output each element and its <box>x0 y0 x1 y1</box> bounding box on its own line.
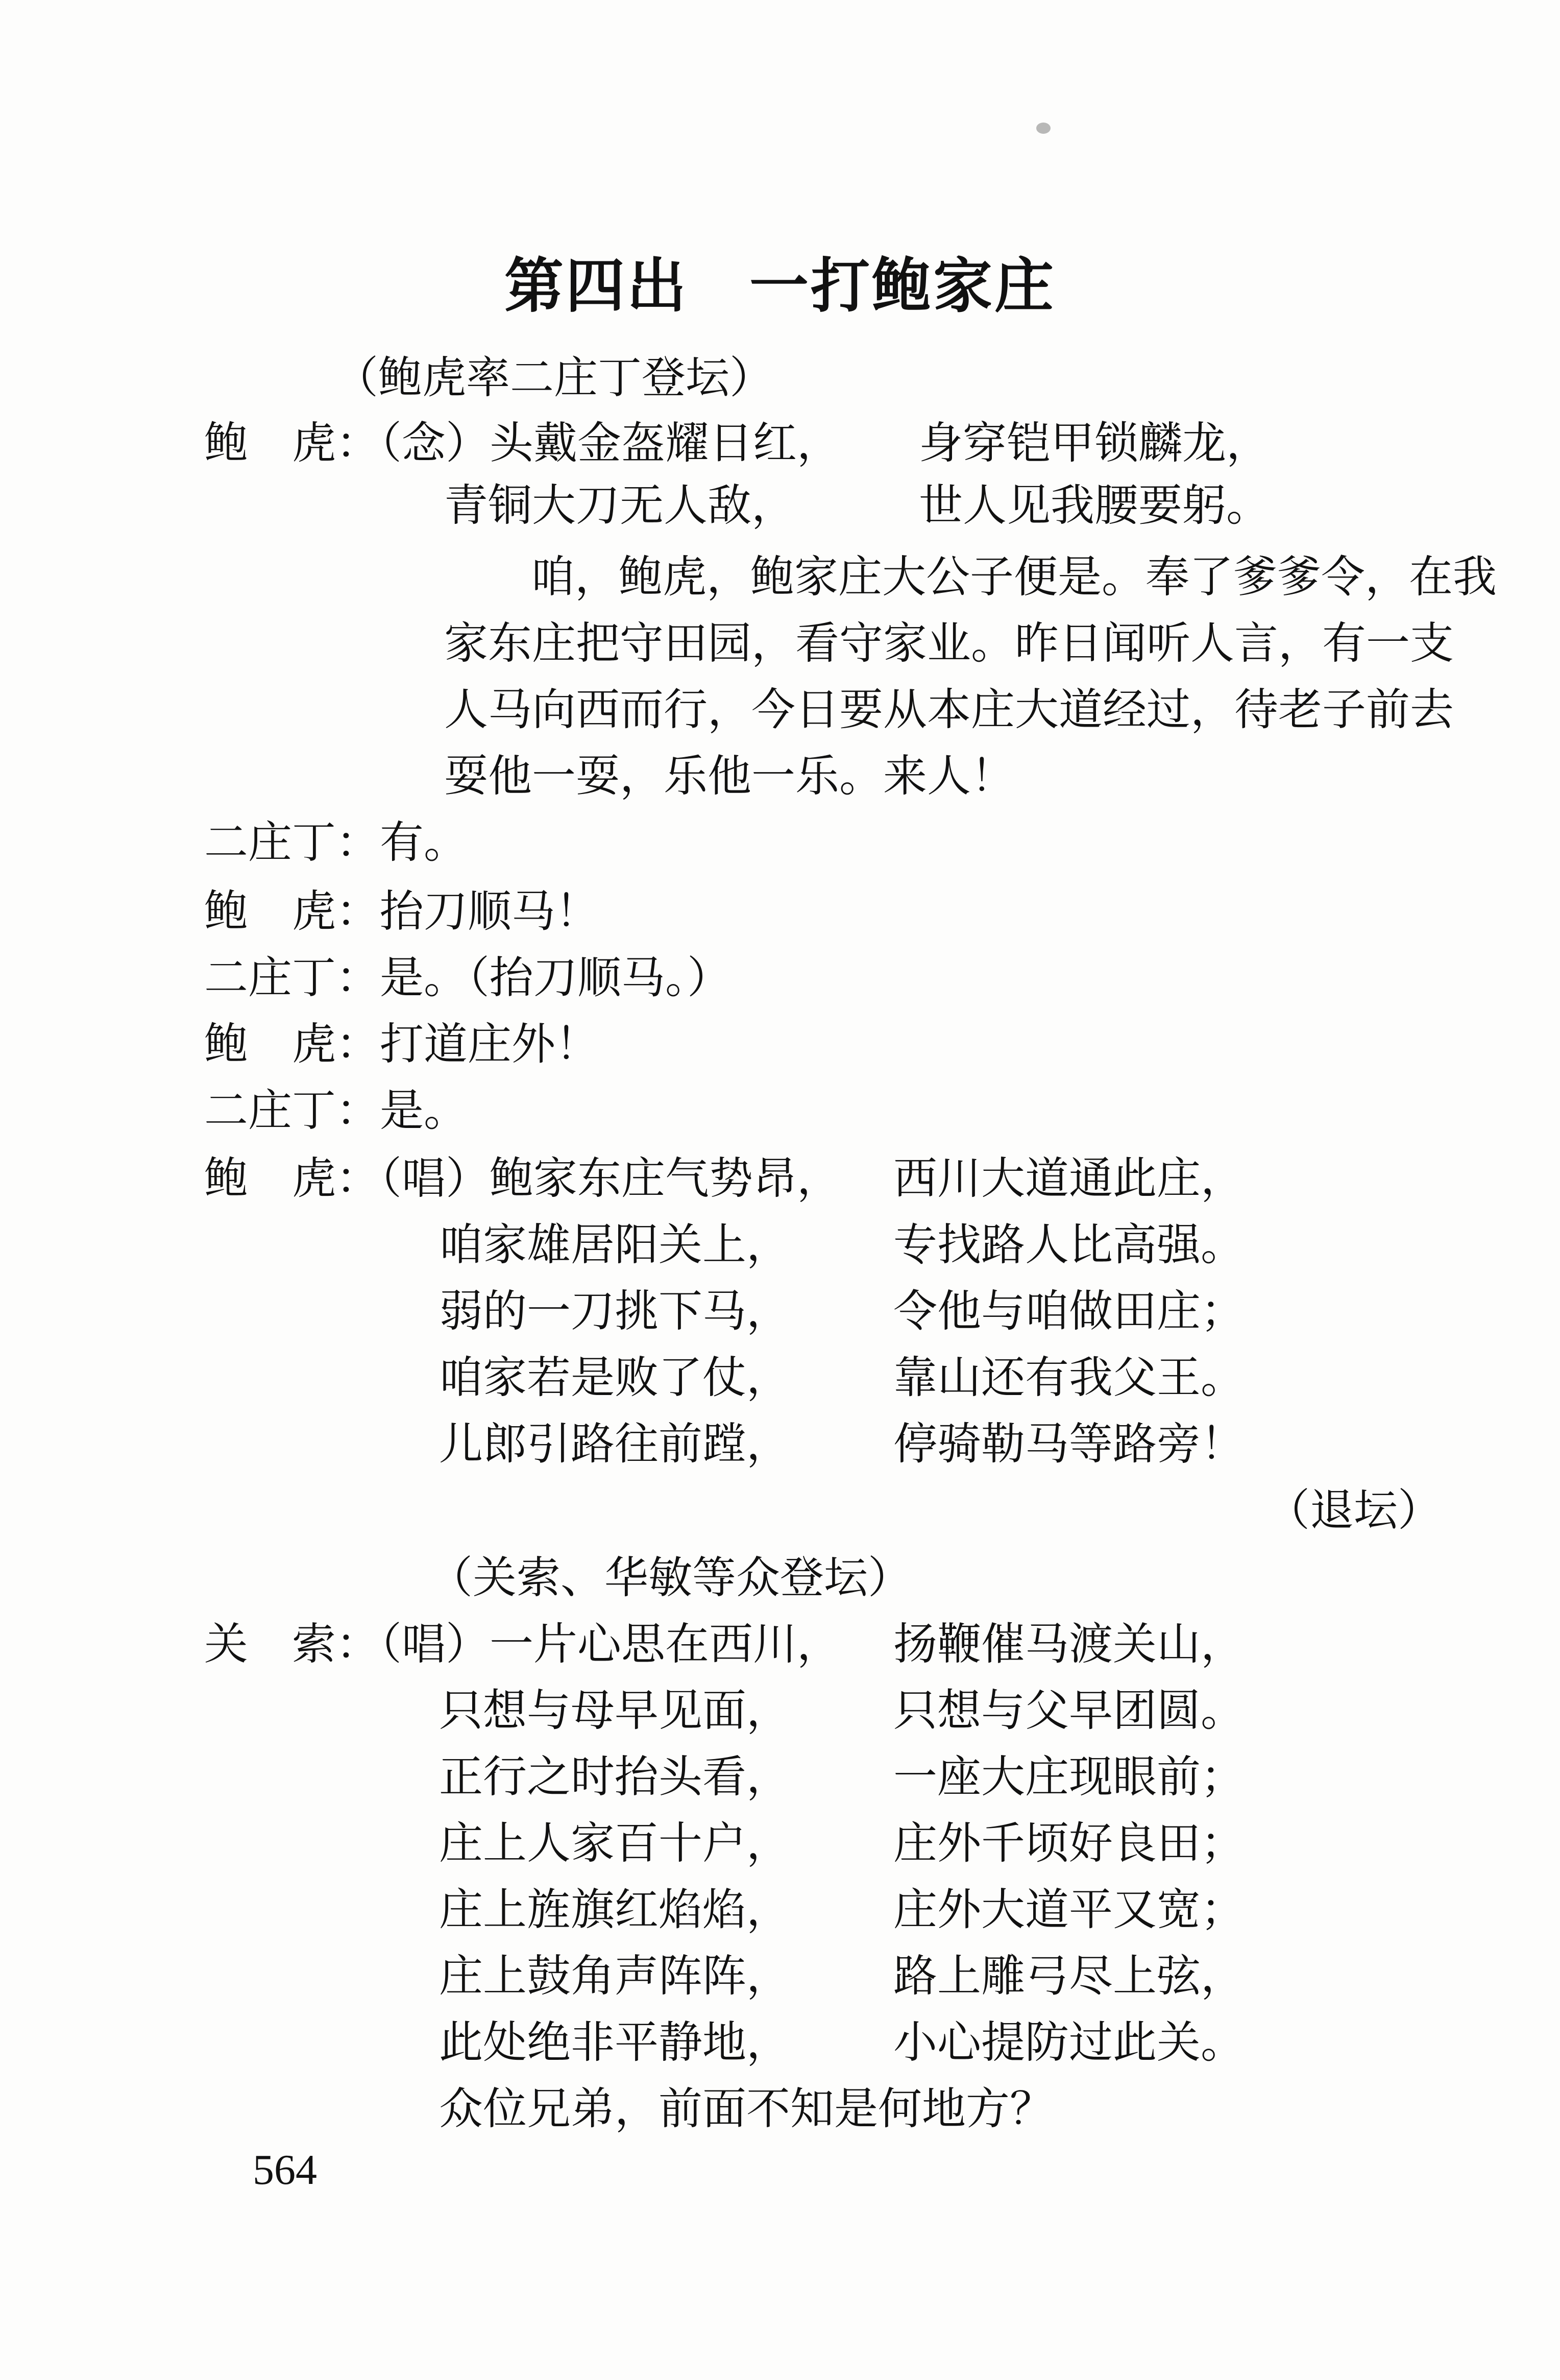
line-bao-hu-recite-1-left: 鲍 虎：（念）头戴金盔耀日红， <box>204 418 841 469</box>
dialogue-line-5: 二庄丁：是。 <box>204 1085 468 1136</box>
prose-line-3: 人马向西而行，今日要从本庄大道经过，待老子前去 <box>444 684 1454 735</box>
song-guan-suo-3-left: 正行之时抬头看， <box>439 1751 790 1802</box>
song-guan-suo-2-left: 只想与母早见面， <box>439 1685 790 1736</box>
song-guan-suo-3-right: 一座大庄现眼前； <box>893 1751 1245 1802</box>
prose-line-4: 耍他一耍，乐他一乐。来人！ <box>444 751 1015 802</box>
song-guan-suo-4-left: 庄上人家百十户， <box>439 1818 790 1869</box>
line-bao-hu-recite-2-left: 青铜大刀无人敌， <box>444 480 795 531</box>
song-bao-hu-5-right: 停骑勒马等路旁！ <box>893 1419 1245 1470</box>
song-guan-suo-5-left: 庄上旌旗红焰焰， <box>439 1884 790 1935</box>
dialogue-line-1: 二庄丁：有。 <box>204 817 468 868</box>
line-bao-hu-recite-2-right: 世人见我腰要躬。 <box>919 480 1270 531</box>
song-bao-hu-2-left: 咱家雄居阳关上， <box>439 1219 790 1270</box>
prose-line-2: 家东庄把守田园，看守家业。昨日闻听人言，有一支 <box>444 618 1454 669</box>
dialogue-line-4: 鲍 虎：打道庄外！ <box>204 1019 599 1070</box>
paper-speck <box>1036 123 1051 134</box>
title-scene-name: 一打鲍家庄 <box>749 251 1056 321</box>
song-bao-hu-1-left: 鲍 虎：（唱）鲍家东庄气势昂， <box>204 1153 841 1204</box>
song-guan-suo-6-left: 庄上鼓角声阵阵， <box>439 1951 790 2002</box>
song-bao-hu-2-right: 专找路人比高强。 <box>893 1219 1245 1270</box>
song-bao-hu-1-right: 西川大道通此庄， <box>893 1153 1245 1204</box>
song-guan-suo-7-left: 此处绝非平静地， <box>439 2017 790 2068</box>
dialogue-line-3: 二庄丁：是。（抬刀顺马。） <box>204 952 731 1003</box>
dialogue-last-line: 众位兄弟，前面不知是何地方？ <box>439 2083 1054 2134</box>
scene-title <box>0 250 1560 322</box>
song-guan-suo-5-right: 庄外大道平又宽； <box>893 1884 1245 1935</box>
song-guan-suo-4-right: 庄外千顷好良田； <box>893 1818 1245 1869</box>
song-bao-hu-4-left: 咱家若是败了仗， <box>439 1352 790 1403</box>
song-guan-suo-1-right: 扬鞭催马渡关山， <box>893 1619 1245 1670</box>
dialogue-line-2: 鲍 虎：抬刀顺马！ <box>204 886 599 937</box>
song-bao-hu-5-left: 儿郎引路往前蹚， <box>439 1419 790 1470</box>
page-number: 564 <box>253 2146 317 2194</box>
song-bao-hu-3-right: 令他与咱做田庄； <box>893 1286 1245 1337</box>
song-guan-suo-1-left: 关 索：（唱）一片心思在西川， <box>204 1619 841 1670</box>
song-guan-suo-7-right: 小心提防过此关。 <box>893 2017 1245 2068</box>
prose-line-1: 咱，鲍虎，鲍家庄大公子便是。奉了爹爹令，在我 <box>531 551 1497 603</box>
stage-direction-enter: （鲍虎率二庄丁登坛） <box>334 352 773 403</box>
stage-direction-enter-2: （关索、华敏等众登坛） <box>429 1552 912 1603</box>
song-bao-hu-4-right: 靠山还有我父王。 <box>893 1352 1245 1403</box>
title-scene-number: 第四出 <box>504 251 688 321</box>
song-guan-suo-6-right: 路上雕弓尽上弦， <box>893 1951 1245 2002</box>
line-bao-hu-recite-1-right: 身穿铠甲锁麟龙， <box>919 418 1270 469</box>
song-bao-hu-3-left: 弱的一刀挑下马， <box>439 1286 790 1337</box>
song-guan-suo-2-right: 只想与父早团圆。 <box>893 1685 1245 1736</box>
stage-direction-exit: （退坛） <box>1266 1485 1442 1536</box>
